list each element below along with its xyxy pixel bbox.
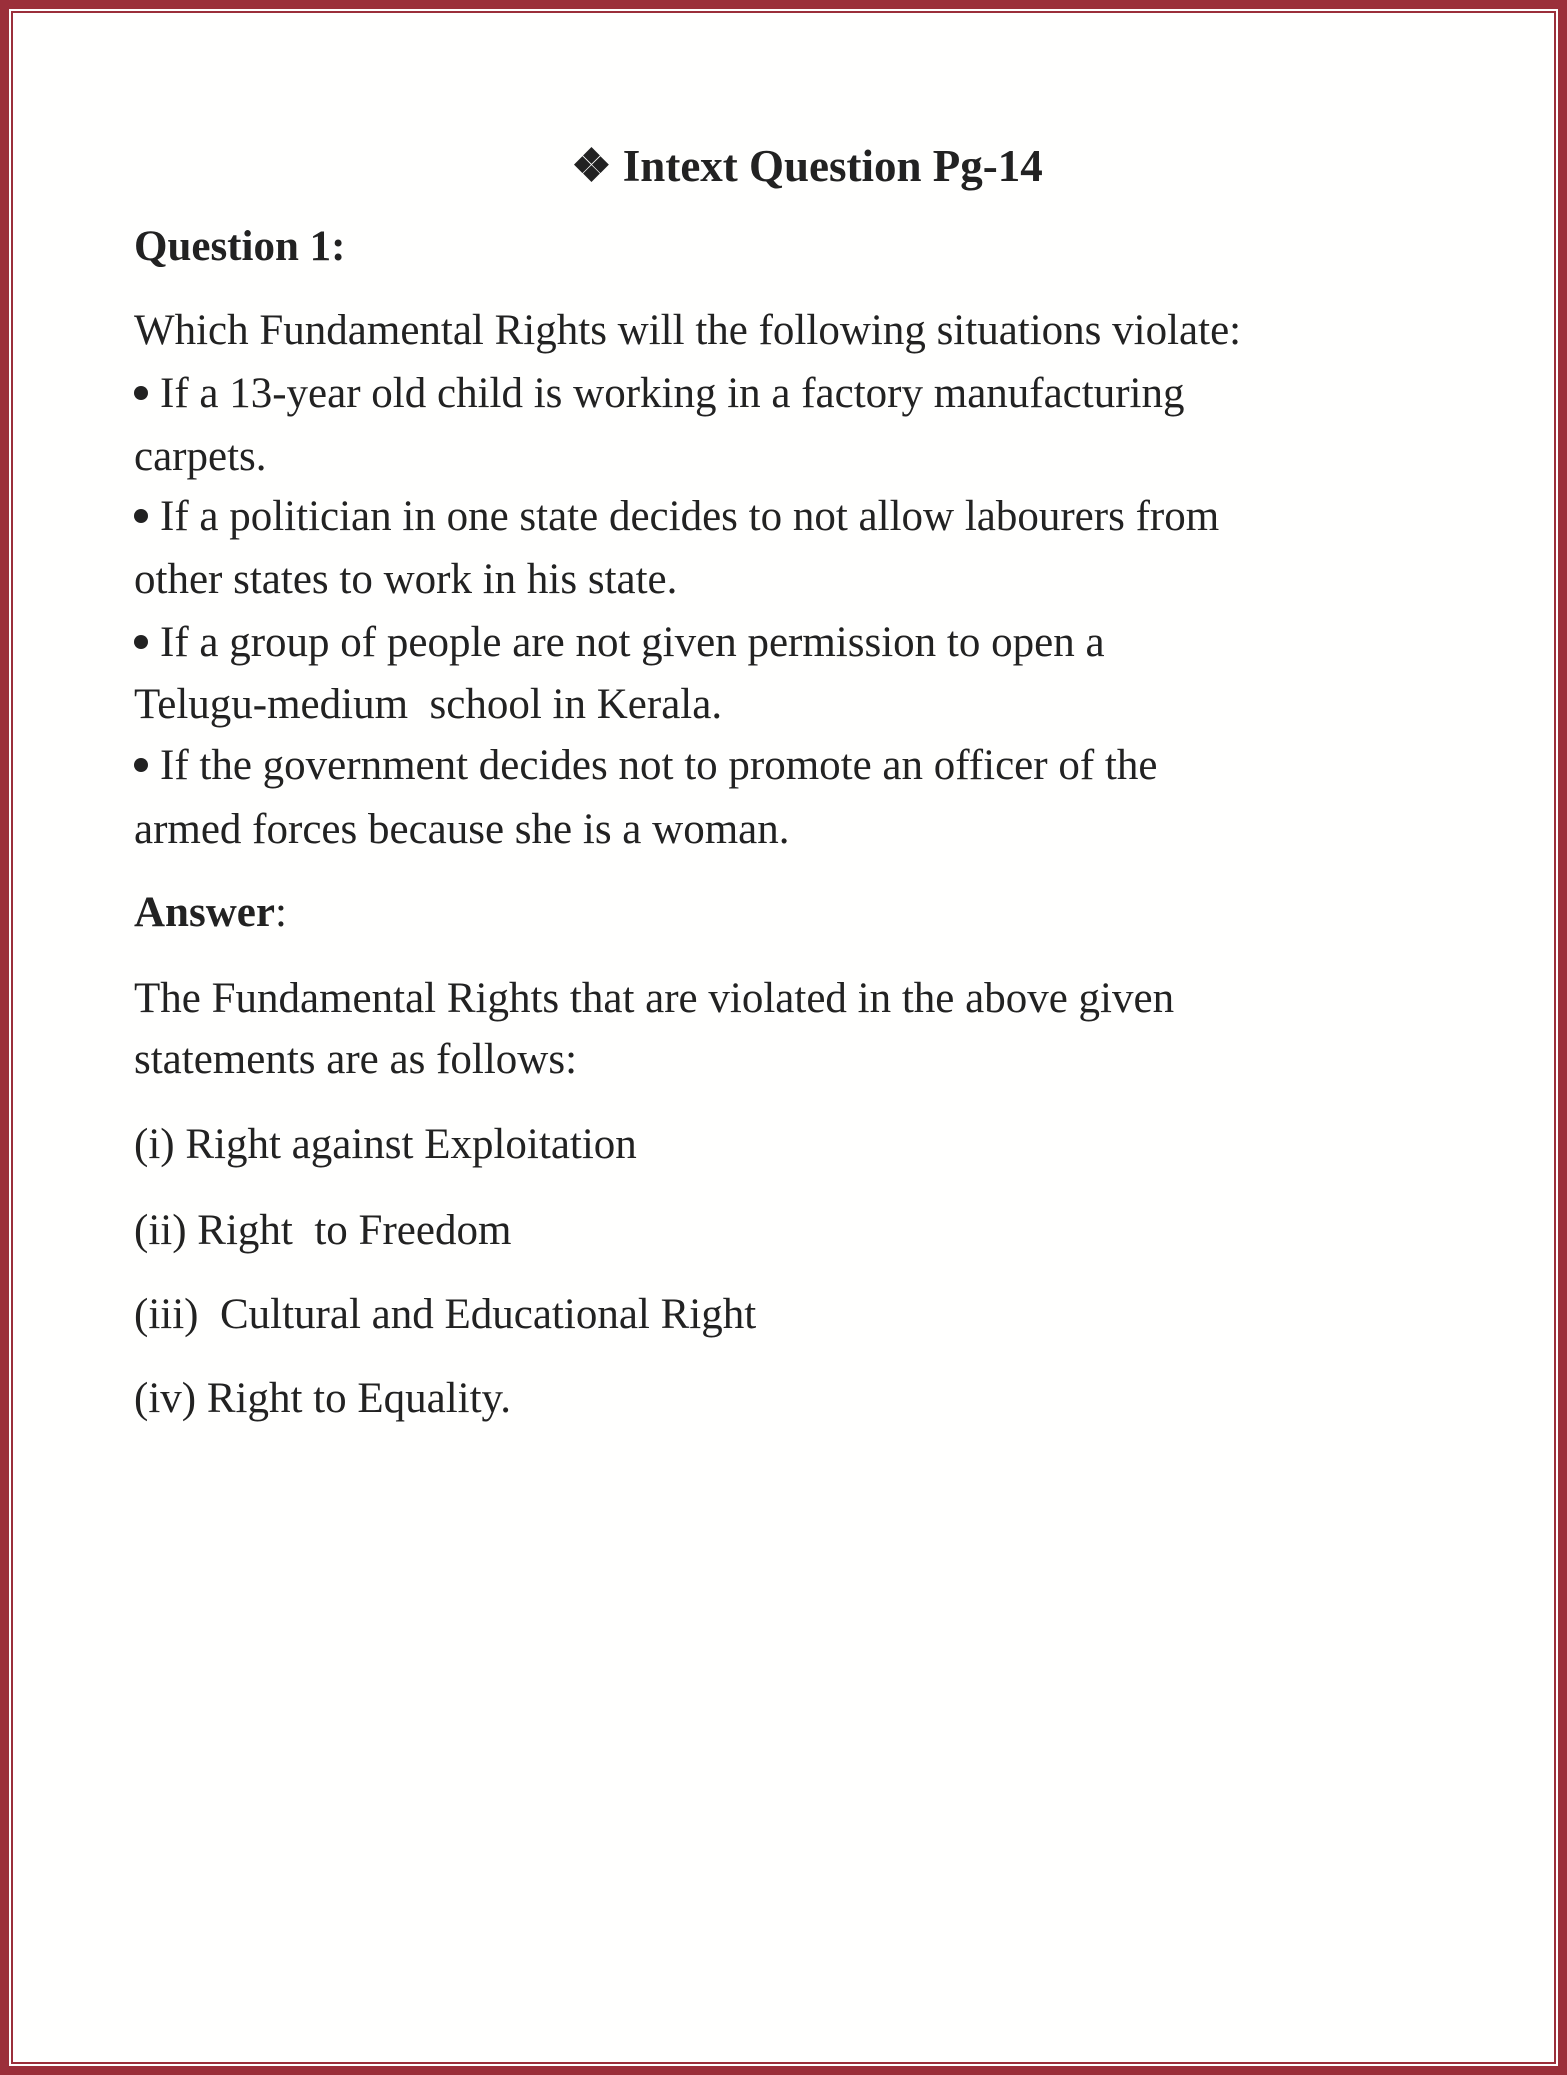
bullet-continuation: armed forces because she is a woman. — [134, 806, 790, 853]
bullet-icon — [134, 386, 148, 400]
bullet-icon — [134, 509, 148, 523]
answer-heading — [134, 882, 287, 944]
answer-item: (iii) Cultural and Educational Right — [134, 1291, 757, 1338]
bullet-text: If a politician in one state decides to not allow labourers from — [160, 493, 1220, 540]
bullet-item — [134, 612, 1105, 674]
bullet-continuation: other states to work in his state. — [134, 556, 678, 603]
question-label: Question 1: — [134, 223, 346, 270]
question-prompt: Which Fundamental Rights will the following situations violate: — [134, 307, 1242, 354]
bullet-text: If a 13-year old child is working in a factory manufacturing — [160, 370, 1185, 417]
bullet-icon — [134, 758, 148, 772]
answer-colon: : — [274, 889, 287, 936]
bullet-continuation: Telugu-medium school in Kerala. — [134, 681, 723, 728]
answer-item: (ii) Right to Freedom — [134, 1207, 512, 1254]
bullet-item — [134, 486, 1219, 548]
bullet-text: If a group of people are not given permission to open a — [160, 619, 1105, 666]
heading-text: Intext Question Pg-14 — [622, 141, 1043, 191]
answer-intro: The Fundamental Rights that are violated in the above given — [134, 975, 1175, 1022]
answer-intro-continuation: statements are as follows: — [134, 1036, 578, 1083]
section-heading — [0, 136, 1567, 196]
four-diamond-icon: ❖ — [571, 141, 612, 191]
answer-label: Answer — [134, 889, 275, 936]
answer-item: (i) Right against Exploitation — [134, 1121, 637, 1168]
bullet-text: If the government decides not to promote an officer of the — [160, 742, 1158, 789]
bullet-item — [134, 735, 1157, 797]
bullet-continuation: carpets. — [134, 433, 267, 480]
bullet-icon — [134, 635, 148, 649]
bullet-item — [134, 363, 1184, 425]
answer-item: (iv) Right to Equality. — [134, 1375, 512, 1422]
